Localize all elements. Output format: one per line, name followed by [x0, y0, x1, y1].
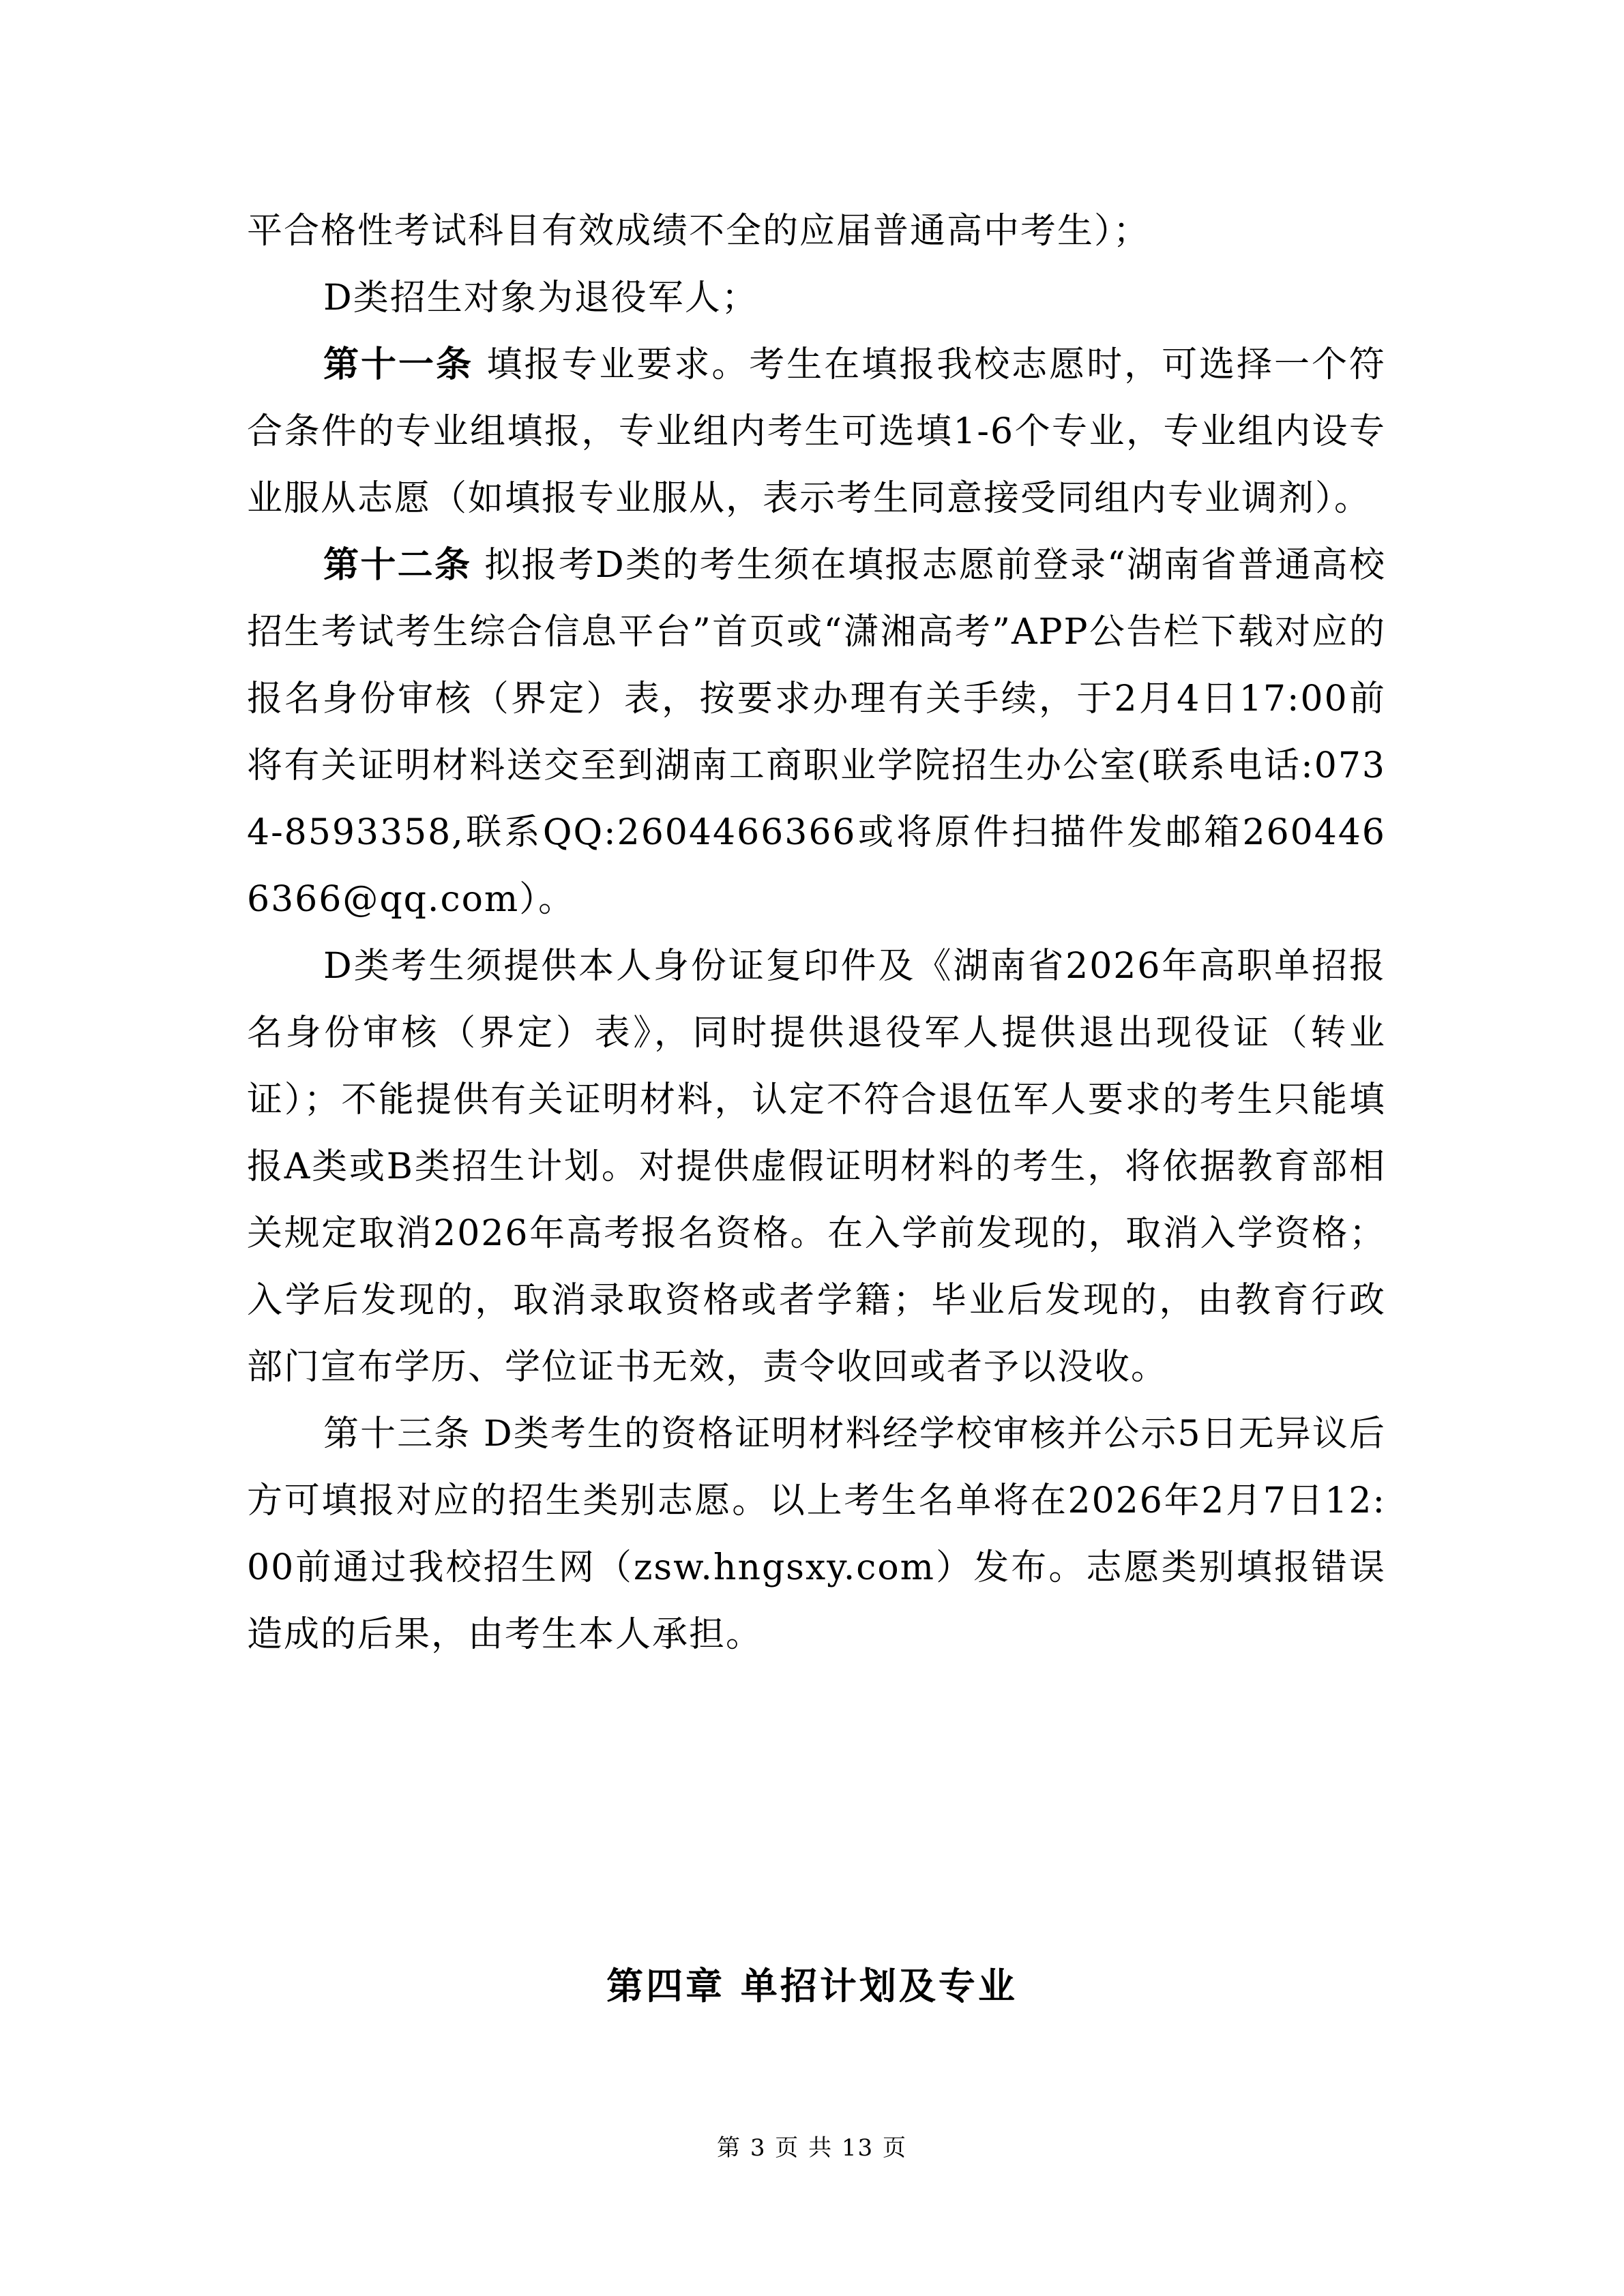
chapter-heading: 第四章 单招计划及专业 — [606, 1964, 1018, 2008]
paragraph-text: D类招生对象为退役军人； — [323, 278, 758, 318]
paragraph-article-11 — [247, 331, 1386, 532]
paragraph-text: 拟报考D类的考生须在填报志愿前登录“湖南省普通高校招生考试考生综合信息平台”首页或“潇湘高考”APP公告栏下载对应的报名身份审核（界定）表，按要求办理有关手续，于2月4日17:00前将有关证明材料送交至到湖南工商职业学院招生办公室(联系电话:0734-8593358,联系QQ:2604466366或将原件扫描件发邮箱2604466366@qq.com）。 — [247, 545, 1386, 920]
paragraph-text: D类考生须提供本人身份证复印件及《湖南省2026年高职单招报名身份审核（界定）表》，同时提供退役军人提供退出现役证（转业证）；不能提供有关证明材料，认定不符合退伍军人要求的考生只能填报A类或B类招生计划。对提供虚假证明材料的考生，将依据教育部相关规定取消2026年高考报名资格。在入学前发现的，取消入学资格；入学后发现的，取消录取资格或者学籍；毕业后发现的，由教育行政部门宣布学历、学位证书无效，责令收回或者予以没收。 — [247, 946, 1386, 1388]
paragraph-text: 平合格性考试科目有效成绩不全的应届普通高中考生）； — [247, 211, 1151, 252]
article-heading: 第十二条 — [323, 544, 472, 586]
page-footer: 第 3 页 共 13 页 — [717, 2134, 907, 2162]
article-heading: 第十一条 — [323, 344, 473, 385]
paragraph-article-13 — [247, 1401, 1386, 1668]
paragraph-category-d — [247, 265, 1386, 331]
document-body — [247, 198, 1386, 1668]
paragraph-article-12 — [247, 532, 1386, 933]
paragraph-category-d-requirements — [247, 933, 1386, 1401]
paragraph-text: 第十三条 D类考生的资格证明材料经学校审核并公示5日无异议后方可填报对应的招生类别志愿。以上考生名单将在2026年2月7日12:00前通过我校招生网（zsw.hngsxy.com）发布。志愿类别填报错误造成的后果，由考生本人承担。 — [247, 1414, 1386, 1655]
paragraph-text: 填报专业要求。考生在填报我校志愿时，可选择一个符合条件的专业组填报，专业组内考生可选填1-6个专业，专业组内设专业服从志愿（如填报专业服从，表示考生同意接受同组内专业调剂）。 — [247, 344, 1386, 519]
paragraph-continuation — [247, 198, 1386, 265]
